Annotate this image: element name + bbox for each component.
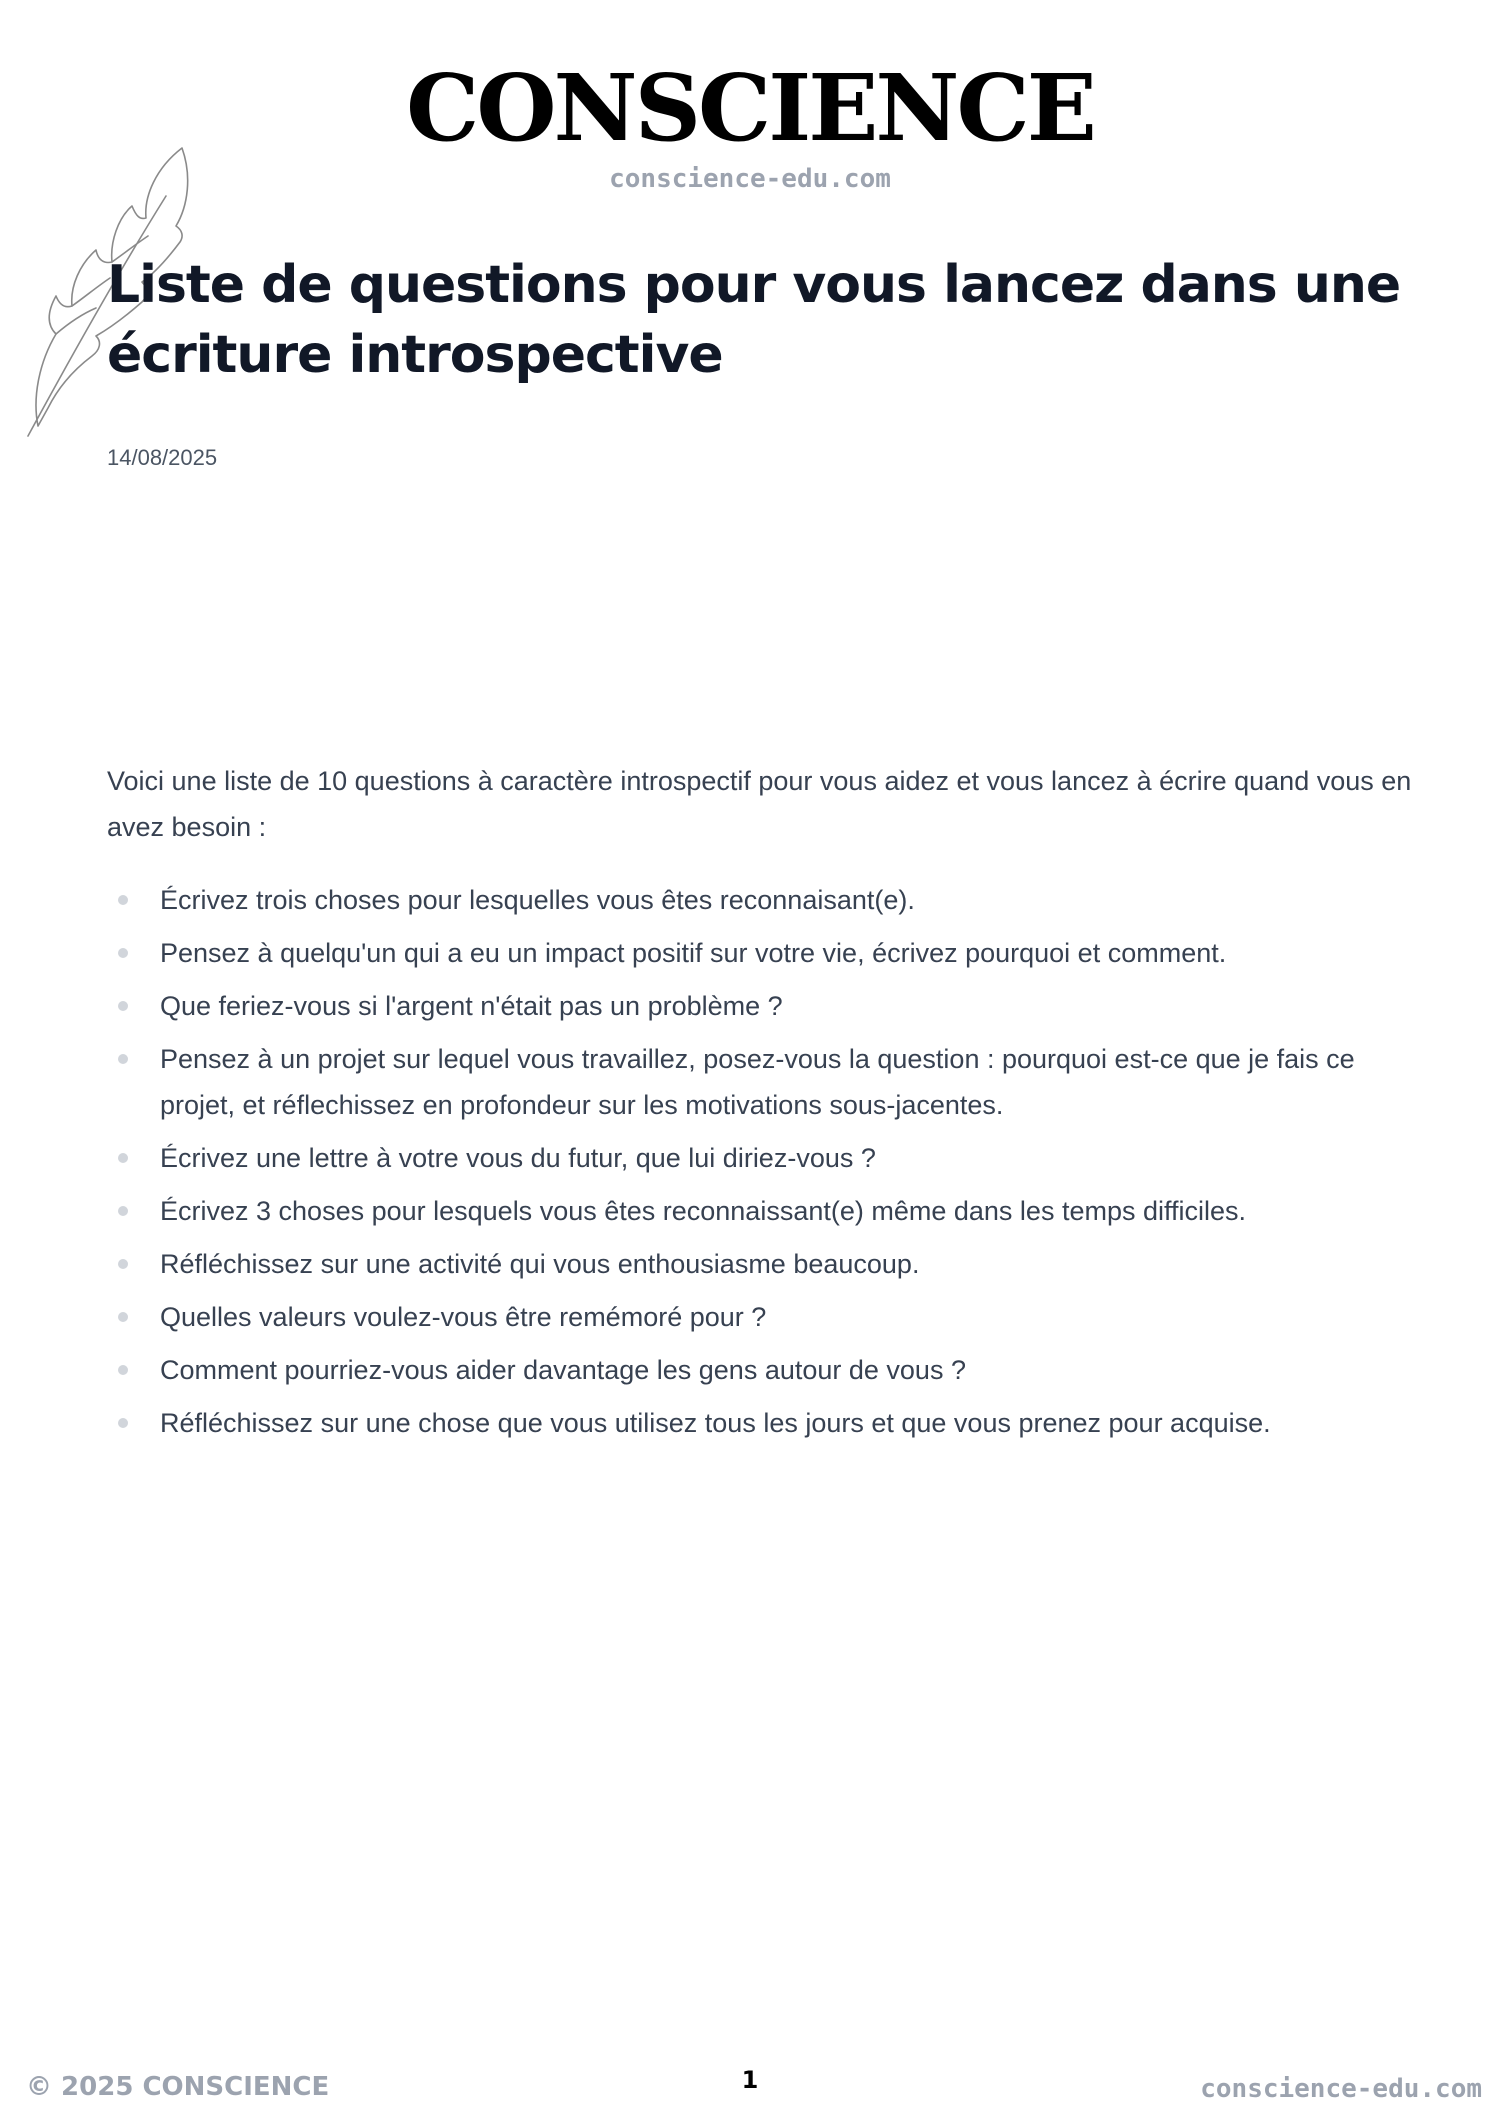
question-text: Écrivez trois choses pour lesquelles vous êtes reconnaisant(e). bbox=[160, 885, 915, 915]
question-text: Quelles valeurs voulez-vous être remémoré pour ? bbox=[160, 1302, 767, 1332]
bullet-icon bbox=[118, 1365, 128, 1375]
bullet-icon bbox=[118, 948, 128, 958]
question-text: Réfléchissez sur une activité qui vous enthousiasme beaucoup. bbox=[160, 1249, 920, 1279]
list-item bbox=[107, 1347, 1417, 1393]
question-text: Écrivez une lettre à votre vous du futur, que lui diriez-vous ? bbox=[160, 1143, 876, 1173]
list-item bbox=[107, 930, 1417, 976]
bullet-icon bbox=[118, 895, 128, 905]
list-item bbox=[107, 1188, 1417, 1234]
masthead bbox=[0, 54, 1500, 194]
bullet-icon bbox=[118, 1206, 128, 1216]
question-text: Comment pourriez-vous aider davantage les gens autour de vous ? bbox=[160, 1355, 966, 1385]
question-text: Réfléchissez sur une chose que vous utilisez tous les jours et que vous prenez pour acquise. bbox=[160, 1408, 1271, 1438]
list-item bbox=[107, 1400, 1417, 1446]
footer-copyright: © 2025 CONSCIENCE bbox=[26, 2072, 330, 2102]
list-item bbox=[107, 983, 1417, 1029]
list-item bbox=[107, 1294, 1417, 1340]
question-text: Que feriez-vous si l'argent n'était pas un problème ? bbox=[160, 991, 783, 1021]
bullet-icon bbox=[118, 1418, 128, 1428]
list-item bbox=[107, 1241, 1417, 1287]
article-intro: Voici une liste de 10 questions à caractère introspectif pour vous aidez et vous lancez à écrire quand vous en avez besoin : bbox=[107, 766, 1412, 842]
question-text: Écrivez 3 choses pour lesquels vous êtes reconnaissant(e) même dans les temps difficiles. bbox=[160, 1196, 1247, 1226]
article-date: 14/08/2025 bbox=[107, 445, 218, 470]
header-site-url[interactable]: conscience-edu.com bbox=[609, 164, 891, 194]
list-item bbox=[107, 877, 1417, 923]
brand-logo: CONSCIENCE bbox=[406, 54, 1094, 162]
question-text: Pensez à quelqu'un qui a eu un impact positif sur votre vie, écrivez pourquoi et comment. bbox=[160, 938, 1227, 968]
question-text: Pensez à un projet sur lequel vous travaillez, posez-vous la question : pourquoi est-ce que je fais ce projet, et réflechissez en profondeur sur les motivations sous-jacentes. bbox=[160, 1044, 1355, 1120]
question-list bbox=[107, 877, 1417, 1453]
list-item bbox=[107, 1135, 1417, 1181]
bullet-icon bbox=[118, 1001, 128, 1011]
bullet-icon bbox=[118, 1153, 128, 1163]
footer-site-url[interactable]: conscience-edu.com bbox=[1200, 2074, 1482, 2104]
list-item bbox=[107, 1036, 1417, 1128]
article-title: Liste de questions pour vous lancez dans une écriture introspective bbox=[107, 255, 1401, 385]
bullet-icon bbox=[118, 1312, 128, 1322]
bullet-icon bbox=[118, 1259, 128, 1269]
bullet-icon bbox=[118, 1054, 128, 1064]
page-number: 1 bbox=[741, 2066, 759, 2094]
